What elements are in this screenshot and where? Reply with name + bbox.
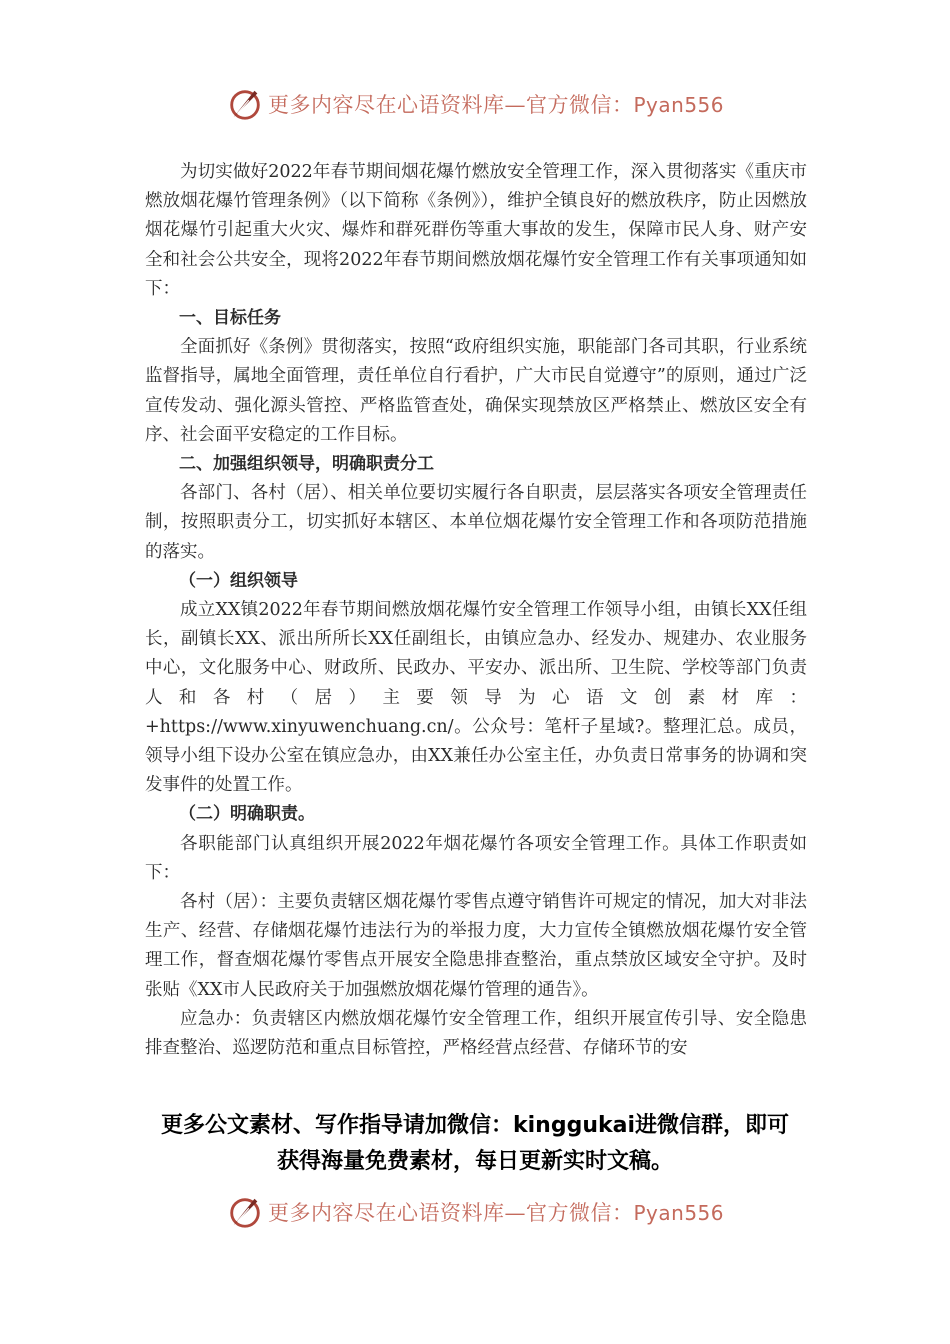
banner-text: 更多内容尽在心语资料库—官方微信：Pyan556 [267,93,724,117]
section-heading: （二）明确职责。 [179,804,315,825]
body-paragraph: 应急办：负责辖区内燃放烟花爆竹安全管理工作，组织开展宣传引导、安全隐患排查整治、巡逻防范和重点目标管控，严格经营点经营、存储环节的安 [145,1008,807,1059]
promo-line-1: 更多公文素材、写作指导请加微信：kinggukai进微信群，即可 [160,1113,789,1138]
body-paragraph: 为切实做好2022年春节期间烟花爆竹燃放安全管理工作，深入贯彻落实《重庆市燃放烟花爆竹管理条例》（以下简称《条例》），维护全镇良好的燃放秩序，防止因燃放烟花爆竹引起重大火灾、爆炸和群死群伤等重大事故的发生，保障市民人身、财产安全和社会公共安全，现将2022年春节期间燃放烟花爆竹安全管理工作有关事项通知如下： [145,162,807,299]
promo-note [0,1108,950,1180]
body-paragraph: 各村（居）：主要负责辖区烟花爆竹零售点遵守销售许可规定的情况，加大对非法生产、经营、存储烟花爆竹违法行为的举报力度，大力宣传全镇燃放烟花爆竹安全管理工作，督查烟花爆竹零售点开展安全隐患排查整治，重点禁放区域安全守护。及时张贴《XX市人民政府关于加强燃放烟花爆竹管理的通告》。 [145,892,807,1000]
quill-logo-icon [226,1193,264,1231]
section-heading: 一、目标任务 [179,308,281,329]
body-paragraph: 各部门、各村（居）、相关单位要切实履行各自职责，层层落实各项安全管理责任制，按照职责分工，切实抓好本辖区、本单位烟花爆竹安全管理工作和各项防范措施的落实。 [145,483,807,562]
body-paragraph: 各职能部门认真组织开展2022年烟花爆竹各项安全管理工作。具体工作职责如下： [145,833,807,883]
quill-logo-icon [226,85,264,123]
section-heading: （一）组织领导 [179,570,298,591]
document-body [145,158,807,1063]
footer-banner [0,1190,950,1234]
promo-line-2: 获得海量免费素材，每日更新实时文稿。 [276,1149,673,1174]
header-banner [0,82,950,126]
section-heading: 二、加强组织领导，明确职责分工 [179,454,434,475]
body-paragraph: 成立XX镇2022年春节期间燃放烟花爆竹安全管理工作领导小组，由镇长XX任组长，副镇长XX、派出所所长XX任副组长，由镇应急办、经发办、规建办、农业服务中心，文化服务中心、财政所、民政办、平安办、派出所、卫生院、学校等部门负责人和各村（居）主要领导为心语文创素材库：+https://www.xinyuwenchuang.cn/。公众号：笔杆子星域?。整理汇总。成员，领导小组下设办公室在镇应急办，由XX兼任办公室主任，办负责日常事务的协调和突发事件的处置工作。 [145,600,807,796]
body-paragraph: 全面抓好《条例》贯彻落实，按照“政府组织实施，职能部门各司其职，行业系统监督指导，属地全面管理，责任单位自行看护，广大市民自觉遵守”的原则，通过广泛宣传发动、强化源头管控、严格监管查处，确保实现禁放区严格禁止、燃放区安全有序、社会面平安稳定的工作目标。 [145,337,807,445]
banner-text: 更多内容尽在心语资料库—官方微信：Pyan556 [267,1201,724,1225]
